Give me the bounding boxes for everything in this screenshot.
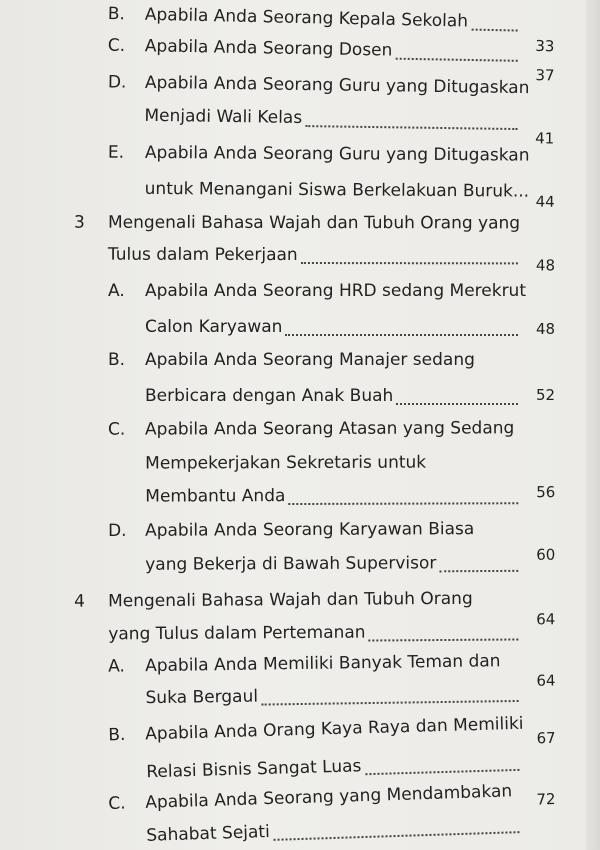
toc-leader-dots [305, 125, 517, 130]
toc-entry-marker: B. [107, 3, 126, 25]
toc-title-line: Apabila Anda Seorang Karyawan Biasa [144, 519, 475, 541]
toc-entry-marker: B. [108, 724, 126, 746]
toc-entry-marker: D. [107, 72, 127, 93]
toc-title-line: Apabila Anda Seorang Manajer sedang [145, 350, 475, 370]
toc-page-number: 56 [536, 483, 556, 502]
toc-title-line: Apabila Anda Seorang Dosen [144, 36, 393, 61]
page-edge [586, 0, 600, 850]
toc-leader-dots [261, 700, 518, 706]
toc-page-number: 33 [535, 36, 555, 56]
toc-page-number: 64 [536, 610, 556, 629]
toc-leader-dots [288, 502, 518, 505]
toc-title-line: Tulus dalam Pekerjaan [107, 244, 298, 265]
toc-page-number: 72 [536, 789, 556, 809]
toc-entry-marker: C. [107, 35, 126, 56]
toc-title-line: Relasi Bisnis Sangat Luas [146, 756, 362, 783]
toc-title-line: Suka Bergaul [145, 686, 259, 709]
toc-leader-dots [471, 29, 517, 32]
toc-entry-marker: A. [108, 281, 125, 301]
toc-page-number: 48 [536, 320, 556, 338]
toc-leader-dots [285, 334, 518, 336]
toc-page-number: 41 [535, 129, 555, 148]
toc-title-line: yang Bekerja di Bawah Supervisor [145, 553, 437, 575]
toc-title-line: untuk Menangani Siswa Berkelakuan Buruk... [144, 178, 530, 202]
toc-entry-marker: E. [107, 142, 125, 163]
toc-title-line: yang Tulus dalam Pertemanan [108, 622, 366, 645]
toc-leader-dots [395, 58, 517, 62]
toc-title-line: Calon Karyawan [145, 317, 283, 337]
toc-title-line: Apabila Anda Seorang Guru yang Ditugaskan [144, 72, 530, 99]
toc-title-line: Menjadi Wali Kelas [144, 105, 303, 129]
toc-leader-dots [365, 769, 519, 775]
toc-page-number: 60 [536, 545, 556, 564]
toc-chapter-number: 3 [73, 212, 85, 233]
toc-leader-dots [439, 570, 518, 572]
toc-title-line: Apabila Anda Seorang Atasan yang Sedang [144, 418, 515, 440]
toc-page-number: 64 [536, 671, 556, 690]
toc-title-line: Membantu Anda [145, 486, 286, 507]
toc-leader-dots [369, 638, 519, 641]
toc-title-line: Apabila Anda Seorang HRD sedang Merekrut [145, 281, 526, 301]
toc-entry-marker: C. [107, 419, 126, 440]
toc-page-number: 67 [536, 728, 556, 748]
toc-chapter-number: 4 [73, 591, 85, 612]
toc-entry-marker: B. [108, 350, 126, 370]
toc-entry-marker: D. [107, 520, 127, 542]
toc-page-number: 48 [535, 256, 556, 275]
toc-title-line: Apabila Anda Seorang Guru yang Ditugaskan [144, 142, 530, 166]
toc-page-number: 37 [535, 66, 555, 85]
toc-title-line: Mempekerjakan Sekretaris untuk [145, 452, 427, 474]
toc-title-line: Sahabat Sejati [146, 821, 271, 846]
toc-page-number: 52 [536, 386, 556, 404]
toc-title-line: Apabila Anda Seorang yang Mendambakan [145, 781, 513, 813]
toc-entry-marker: C. [108, 793, 126, 815]
toc-title-line: Berbicara dengan Anak Buah [145, 386, 394, 406]
toc-page-number: 44 [535, 192, 555, 211]
toc-leader-dots [301, 262, 518, 264]
toc-title-line: Mengenali Bahasa Wajah dan Tubuh Orang [107, 588, 473, 612]
toc-title-line: Apabila Anda Seorang Kepala Sekolah [144, 4, 469, 32]
toc-title-line: Apabila Anda Memiliki Banyak Teman dan [144, 651, 501, 677]
toc-leader-dots [396, 403, 518, 405]
toc-title-line: Apabila Anda Orang Kaya Raya dan Memiliki [145, 713, 524, 745]
toc-entry-marker: A. [107, 656, 126, 677]
toc-leader-dots [273, 831, 519, 841]
toc-title-line: Mengenali Bahasa Wajah dan Tubuh Orang yang [107, 212, 521, 234]
